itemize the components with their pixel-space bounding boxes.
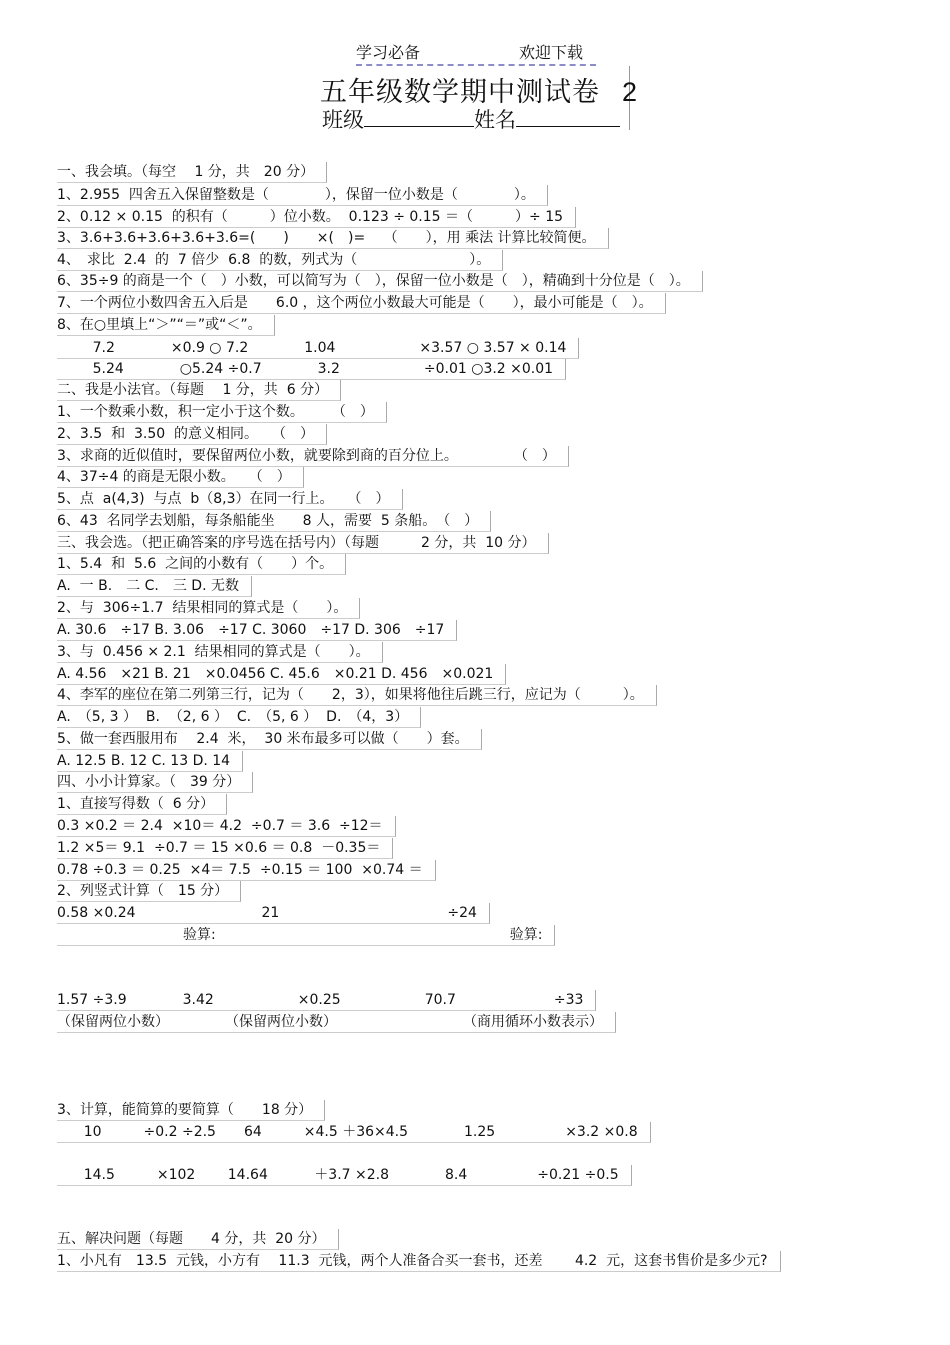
exam-line-s2q1: 1、一个数乘小数，积一定小于这个数。 （ ）: [57, 402, 387, 423]
title-number: 2: [622, 77, 639, 107]
exam-line-s4: 四、小小计算家。（ 39 分）: [57, 772, 253, 793]
exam-line-s1q8b: 5.24 ○5.24 ÷0.7 3.2 ÷0.01 ○3.2 ×0.01: [57, 359, 566, 380]
exam-line-s2q5: 5、点 a(4,3) 与点 b（8,3）在同一行上。 （ ）: [57, 489, 403, 510]
exam-line-s4q2d: （保留两位小数） （保留两位小数） （商用循环小数表示）: [57, 1012, 616, 1033]
exam-line-s4q1b: 1.2 ×5＝ 9.1 ÷0.7 ＝ 15 ×0.6 ＝ 0.8 －0.35＝: [57, 838, 393, 859]
exam-line-s4q1: 1、直接写得数（ 6 分）: [57, 794, 227, 815]
exam-line-s3q2: 2、与 306÷1.7 结果相同的算式是（ ）。: [57, 598, 360, 619]
exam-line-s4q3: 3、计算，能简算的要简算（ 18 分）: [57, 1100, 325, 1121]
name-blank[interactable]: [516, 106, 620, 127]
header-right: 欢迎下载: [519, 43, 584, 62]
exam-line-s1q8: 8、在○里填上“＞”“＝”或“＜”。: [57, 315, 275, 336]
header-left: 学习必备: [356, 43, 421, 62]
exam-line-s1q8a: 7.2 ×0.9 ○ 7.2 1.04 ×3.57 ○ 3.57 × 0.14: [57, 338, 579, 359]
exam-line-s1q4: 4、 求比 2.4 的 7 倍少 6.8 的数，列式为（ ）。: [57, 250, 503, 271]
exam-line-s3q4: 4、李军的座位在第二列第三行，记为（ 2，3），如果将他往后跳三行，应记为（ ）。: [57, 685, 657, 706]
exam-line-s1q7: 7、一个两位小数四舍五入后是 6.0 ，这个两位小数最大可能是（ ），最小可能是（ ）。: [57, 293, 666, 314]
exam-line-s2q4: 4、37÷4 的商是无限小数。 （ ）: [57, 467, 304, 488]
exam-line-s4q1a: 0.3 ×0.2 ＝ 2.4 ×10＝ 4.2 ÷0.7 ＝ 3.6 ÷12＝: [57, 816, 396, 837]
exam-line-s4q2c: 1.57 ÷3.9 3.42 ×0.25 70.7 ÷33: [57, 990, 596, 1011]
exam-line-s4q2: 2、列竖式计算（ 15 分）: [57, 881, 241, 902]
title-text: 五年级数学期中测试卷: [320, 77, 600, 108]
exam-line-s1q6: 6、35÷9 的商是一个（ ）小数，可以简写为（ ），保留一位小数是（ ），精确到十分位是（ ）。: [57, 271, 703, 292]
page-header: [356, 40, 596, 63]
exam-line-s1q3: 3、3.6+3.6+3.6+3.6+3.6=( ) ×( )= （ ），用 乘法 计算比较简便。: [57, 228, 609, 249]
exam-line-s3q5: 5、做一套西服用布 2.4 米， 30 米布最多可以做（ ）套。: [57, 729, 482, 750]
exam-line-s2q6: 6、43 名同学去划船，每条船能坐 8 人，需要 5 条船。 （ ）: [57, 511, 491, 532]
exam-line-s3q3o: A. 4.56 ×21 B. 21 ×0.0456 C. 45.6 ×0.21 D. 456 ×0.021: [57, 664, 506, 685]
class-label: 班级: [322, 108, 364, 132]
exam-line-s3q3: 3、与 0.456 × 2.1 结果相同的算式是（ ）。: [57, 642, 383, 663]
exam-line-s4q3a: 10 ÷0.2 ÷2.5 64 ×4.5 ＋36×4.5 1.25 ×3.2 ×0.8: [57, 1122, 651, 1143]
exam-line-s4q1c: 0.78 ÷0.3 ＝ 0.25 ×4＝ 7.5 ÷0.15 ＝ 100 ×0.74 ＝: [57, 860, 436, 881]
exam-line-s2q3: 3、求商的近似值时，要保留两位小数，就要除到商的百分位上。 （ ）: [57, 446, 569, 467]
exam-line-s4q2a: 0.58 ×0.24 21 ÷24: [57, 903, 490, 924]
exam-line-s1: 一、我会填。（每空 1 分，共 20 分）: [57, 162, 327, 183]
exam-line-s3: 三、我会选。（把正确答案的序号选在括号内）（每题 2 分，共 10 分）: [57, 533, 549, 554]
exam-line-s2q2: 2、3.5 和 3.50 的意义相同。 （ ）: [57, 424, 327, 445]
exam-line-s5: 五、解决问题（每题 4 分，共 20 分）: [57, 1229, 339, 1250]
class-name-line: [322, 104, 620, 134]
exam-line-s1q2: 2、0.12 × 0.15 的积有（ ）位小数。 0.123 ÷ 0.15 ＝（ ）÷ 15: [57, 207, 576, 228]
exam-line-s3q2o: A. 30.6 ÷17 B. 3.06 ÷17 C. 3060 ÷17 D. 306 ÷17: [57, 620, 457, 641]
exam-line-s4q3b: 14.5 ×102 14.64 ＋3.7 ×2.8 8.4 ÷0.21 ÷0.5: [57, 1165, 632, 1186]
exam-line-s4q2b: 验算: 验算:: [57, 925, 555, 946]
exam-line-s3q4o: A. （5, 3 ） B. （2, 6 ） C. （5, 6 ） D. （4，3）: [57, 707, 421, 728]
exam-line-s5q1: 1、小凡有 13.5 元钱，小方有 11.3 元钱，两个人准备合买一套书，还差 4.2 元，这套书售价是多少元?: [57, 1251, 781, 1272]
class-blank[interactable]: [364, 106, 474, 127]
exam-line-s1q1: 1、2.955 四舍五入保留整数是（ ），保留一位小数是（ ）。: [57, 185, 548, 206]
exam-line-s3q1: 1、5.4 和 5.6 之间的小数有（ ）个。: [57, 554, 346, 575]
name-label: 姓名: [474, 108, 516, 132]
exam-line-s3q1o: A. 一 B. 二 C. 三 D. 无数: [57, 576, 252, 597]
exam-line-s2: 二、我是小法官。（每题 1 分，共 6 分）: [57, 380, 341, 401]
exam-line-s3q5o: A. 12.5 B. 12 C. 13 D. 14: [57, 751, 243, 772]
